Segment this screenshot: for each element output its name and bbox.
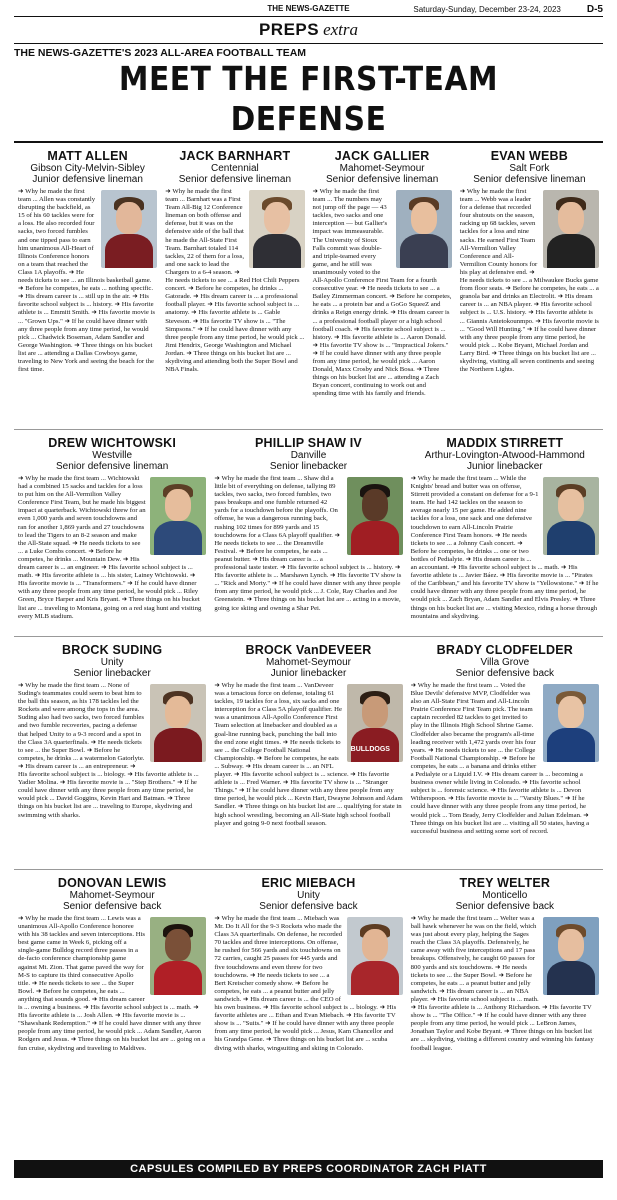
section-name: PREPS [258, 20, 320, 39]
capsule-text: ➜ Why he made the first team ... Shaw did a little bit of everything on defense, tallying 89 tackles, two sacks, two forced fumbles, two pass breakups and one fumble returned 42 yards for a touchdown before the playoffs. On offense, he was a dangerous running back, rushing 102 times for 899 yards and 15 touchdowns for a Class 6A playoff qualifier. ➜ He needs tickets to see ... the Dreamville Festival. ➜ Before he competes, he eats ... peanut butter. ➜ His dream career is ... a professional taste tester. ➜ His favorite school subject is ... history. ➜ His favorite athlete is ... Marshawn Lynch. ➜ His favorite TV show is ... "Rick and Morty." ➜ If he could have dinner with any three people from any time period, he would pick ... J. Cole, Ray Charles and Joe Greenstein. ➜ Three things on his bucket list are ... acting in a movie, going ice skiing and owning a Shar Pei. [214, 475, 402, 612]
player-card [14, 143, 161, 429]
player-name: JACK BARNHART [179, 149, 291, 163]
player-position: Junior linebacker [270, 668, 347, 679]
player-school: Danville [290, 450, 327, 461]
player-school: Unity [297, 890, 320, 901]
player-position: Senior defensive back [455, 668, 555, 679]
player-photo [543, 477, 599, 555]
player-card [456, 143, 603, 429]
player-card [14, 637, 210, 869]
player-name: ERIC MIEBACH [261, 876, 356, 890]
headline: MEET THE FIRST-TEAM DEFENSE [118, 59, 499, 138]
player-name: PHILLIP SHAW IV [255, 436, 362, 450]
jersey-text: BULLDOGS [350, 745, 390, 753]
player-school: Salt Fork [509, 163, 550, 174]
player-name: MATT ALLEN [47, 149, 128, 163]
player-card [407, 430, 603, 636]
player-capsule [214, 682, 402, 828]
player-school: Villa Grove [480, 657, 530, 668]
player-school: Unity [100, 657, 124, 668]
section-suffix: extra [323, 20, 359, 39]
capsule-text: ➜ Why he made the first team ... While the Knights' bread and butter was on offense, Stirrett provided a constant on defense for a 9-1 team. He had 142 tackles on the season to average nearly 15 per game. He added nine tackles for a loss, one sack and one defensive touchdown to earn All-Lincoln Prairie Conference First Team honors. ➜ He needs tickets to see ... a Johnny Cash concert. ➜ Before he competes, he drinks ... one or two bottles of Pedialyte. ➜ His dream career is ... an accountant. ➜ His favorite school subject is ... math. ➜ His favorite athlete is ... Javier Báez. ➜ His favorite movie is ... "Pirates of the Caribbean," and his favorite TV show is "Yellowstone." ➜ If he could have dinner with any three people from any time period, he would pick ... Zach Bryan, Adam Sandler and Elvis Presley. ➜ Three things on his bucket list are ... visiting Mexico, riding a horse through mountains and skydiving. [410, 475, 599, 620]
player-photo [396, 190, 452, 268]
player-name: EVAN WEBB [490, 149, 568, 163]
player-photo [150, 684, 206, 762]
player-name: BRADY CLODFELDER [436, 643, 573, 657]
kicker: THE NEWS-GAZETTE'S 2023 ALL-AREA FOOTBALL TEAM [14, 47, 307, 59]
capsule-text: ➜ Why he made the first team ... Allen was constantly disrupting the backfield, as 15 of his 60 tackles were for a loss. He also recorded four sacks, two forced fumbles and one tipped pass to earn him unanimous All-Heart of Illinois Conference honors on a team that reached the Class 1A playoffs. ➜ He needs tickets to see ... an Illinois basketball game. ➜ Before he competes, he eats ... nothing specific. ➜ His dream career is ... still up in the air. ➜ His favorite school subject is ... history. ➜ His favorite athlete is ... Emmitt Smith. ➜ His favorite movie is ... "Grown Ups." ➜ If he could have dinner with any three people from any time period, he would pick ... Chadwick Boseman, Adam Sandler and George Washington. ➜ Three things on his bucket list are ... attending a Dallas Cowboys game, traveling to New York and seeing the beach for the first time. [18, 188, 155, 374]
player-card [14, 430, 210, 636]
player-capsule [411, 915, 599, 1053]
player-school: Centennial [210, 163, 259, 174]
player-school: Mahomet-Seymour [69, 890, 155, 901]
player-position: Senior linebacker [73, 668, 151, 679]
player-position: Junior defensive lineman [32, 174, 143, 185]
player-capsule [214, 475, 402, 613]
section-flag [14, 17, 603, 43]
page-header [14, 4, 603, 16]
player-card [210, 870, 406, 1102]
player-name: BROCK VanDEVEER [245, 643, 372, 657]
player-name: DONOVAN LEWIS [57, 876, 167, 890]
player-position: Senior defensive back [455, 901, 555, 912]
player-row [14, 429, 603, 636]
player-school: Westville [92, 450, 133, 461]
player-card [14, 870, 210, 1102]
player-capsule [18, 188, 157, 374]
capsule-text: ➜ Why he made the first team ... Miebach was Mr. Do It All for the 9-3 Rockets who made the Class 3A quarterfinals. On defense, he recorded 70 tackles and three interceptions. On offense, he rushed for 566 yards and six touchdowns on 72 carries, caught 25 passes for 445 yards and five touchdowns and even threw for two touchdowns. ➜ He needs tickets to see ... a Bert Kreischer comedy show. ➜ Before he competes, he eats ... a peanut butter and jelly sandwich. ➜ His dream career is ... the CEO of his own business. ➜ His favorite school subject is ... biology. ➜ His favorite athletes are ... Ethan and Evan Miebach. ➜ His favorite TV show is ... "Suits." ➜ If he could have dinner with any three people from any time period, he would pick ... Jesus, Kam Chancellor and his Grandpa Gene. ➜ Three things on his bucket list are ... scuba diving with sharks, wingsuiting and skiing in Colorado. [214, 915, 397, 1052]
player-photo [150, 917, 206, 995]
player-photo [101, 190, 157, 268]
issue-date: Saturday-Sunday, December 23-24, 2023 [413, 5, 561, 14]
player-row [14, 636, 603, 869]
player-position: Senior defensive lineman [178, 174, 292, 185]
player-card [407, 637, 603, 869]
capsule-text: ➜ Why he made the first team ... The numbers may not jump off the page — 43 tackles, two sacks and one interception — but Gallier's impact was immeasurable. The University of Sioux Falls commit was double- and triple-teamed every game, and he still was unanimously voted to the All-Apollo Conference First Team for a fourth consecutive year. ➜ He needs tickets to see ... a Bailey Zimmerman concert. ➜ Before he competes, he eats ... a protein bar and a GoGo SqueeZ and drinks a Reign energy drink. ➜ His dream career is ... a professional football player or a high school football coach. ➜ His favorite school subject is ... history. ➜ His favorite athlete is ... Aaron Donald. ➜ His favorite TV show is ... "Impractical Jokers." ➜ If he could have dinner with any three people from any time period, he would pick ... Aaron Donald, Maxx Crosby and Nick Bosa. ➜ Three things on his bucket list are ... attending a Zach Bryan concert, continuing to work out and spending time with his family and friends. [312, 188, 452, 398]
player-school: Mahomet-Seymour [265, 657, 351, 668]
capsule-text: ➜ Why he made the first team ... Wichtowski had a combined 15 sacks and tackles for a loss to put him on the All-Vermilion Valley Conference First Team, but he made his biggest impact at quarterback. Wichtowski threw for an even 1,000 yards and seven touchdowns and ran for another 1,869 yards and 27 touchdowns to lead the Tigers to an 8-2 season and make the All-State squad. ➜ He needs tickets to see ... a Luke Combs concert. ➜ Before he competes, he drinks ... Mountain Dew. ➜ His dream career is ... an engineer. ➜ His favorite school subject is ... math. ➜ His favorite athlete is ... his sister, Lainey Wichtowski. ➜ His favorite movie is ... "Transformers." ➜ If he could have dinner with any three people from any time period, he would pick ... Riley Green, Bryce Harper and Kris Bryant. ➜ Three things on his bucket list are ... traveling to Montana, going on a red stag hunt and visiting every MLB stadium. [18, 475, 202, 620]
player-name: JACK GALLIER [334, 149, 430, 163]
player-photo [347, 917, 403, 995]
page-number: D-5 [586, 4, 603, 15]
player-position: Senior defensive lineman [56, 461, 169, 472]
player-photo [150, 477, 206, 555]
player-card [161, 143, 308, 429]
player-photo [347, 684, 403, 762]
player-position: Senior linebacker [269, 461, 348, 472]
player-capsule [411, 682, 599, 836]
player-school: Mahomet-Seymour [339, 163, 425, 174]
capsule-text: ➜ Why he made the first team ... Barnhart was a First Team All-Big 12 Conference lineman on both offense and defense, but it was on the defensive side of the ball that he made the All-State First Team. Barnhart totaled 114 tackles, 22 of them for a loss, and one sack to lead the Chargers to a 6-4 season. ➜ He needs tickets to see ... a Red Hot Chili Peppers concert. ➜ Before he competes, he drinks ... Gatorade. ➜ His dream career is ... a professional football player. ➜ His favorite school subject is ... anatomy. ➜ His favorite athlete is ... Gable Steveson. ➜ His favorite TV show is ... "The Simpsons." ➜ If he could have dinner with any three people from any time period, he would pick ... Jimi Hendrix, George Washington and Michael Jordan. ➜ Three things on his bucket list are ... skydiving and attending both the Super Bowl and NBA Finals. [165, 188, 305, 374]
player-card [210, 637, 406, 869]
capsule-text: ➜ Why he made the first team ... Lewis was a unanimous All-Apollo Conference honoree with his 38 tackles and seven interceptions. His best game came in Week 6, picking off a single-game Bulldog record three passes in a de-facto conference championship game against Mt. Zion. That game paved the way for M-S to capture its third consecutive Apollo title. ➜ He needs tickets to see ... the Super Bowl. ➜ Before he competes, he eats ... anything that sounds good. ➜ His dream career is ... owning a business. ➜ His favorite school subject is ... math. ➜ His favorite athlete is ... Josh Allen. ➜ His favorite movie is ... "Shawshank Redemption." ➜ If he could have dinner with any three people from any time period, he would pick ... Adam Sandler, Aaron Rodgers and Jesus. ➜ Three things on his bucket list are ... going on a fun cruise, skydiving and traveling to Maldives. [18, 915, 206, 1052]
player-school: Arthur-Lovington-Atwood-Hammond [424, 450, 585, 461]
capsule-text: ➜ Why he made the first team ... None of Suding's teammates could seem to beat him to the ball this season, as his 178 tackles led the Rockets and were among the tops in the area. Suding also had two sacks, two forced fumbles and two fumble recoveries, pacing a defense that helped Unity to a 9-3 record and a spot in the Class 3A quarterfinals. ➜ He needs tickets to see ... the Super Bowl. ➜ Before he competes, he drinks ... a watermelon Gatorlyte. ➜ His dream career is ... an entrepreneur. ➜ His favorite school subject is ... biology. ➜ His favorite athlete is ... Yadier Molina. ➜ His favorite movie is ... "Step Brothers." ➜ If he could have dinner with any three people from any time period, he would pick ... David Goggins, Kevin Hart and Batman. ➜ Three things on his bucket list are ... traveling to Europe, skydiving and swimming with sharks. [18, 682, 199, 819]
capsule-text: ➜ Why he made the first team ... Webb was a leader for a defense that recorded four shutouts on the season, racking up 68 tackles, seven tackles for a loss and nine sacks. He earned First Team All-Vermilion Valley Conference and All-Vermilion County honors for his play at defensive end. ➜ He needs tickets to see ... a Milwaukee Bucks game from floor seats. ➜ Before he competes, he eats ... a granola bar and drinks an Electrolit. ➜ His dream career is ... an NBA player. ➜ His favorite school subject is ... U.S. history. ➜ His favorite athlete is ... Giannis Antetokounmpo. ➜ His favorite movie is ... "Good Will Hunting." ➜ If he could have dinner with any three people from any time period, he would pick ... Kobe Bryant, Michael Jordan and Larry Bird. ➜ Three things on his bucket list are ... skydiving, visiting all seven continents and seeing the Northern Lights. [459, 188, 599, 374]
player-name: TREY WELTER [459, 876, 551, 890]
credit-banner: CAPSULES COMPILED BY PREPS COORDINATOR ZACH PIATT [14, 1160, 603, 1178]
player-row [14, 869, 603, 1102]
player-position: Senior defensive back [259, 901, 358, 912]
player-position: Junior linebacker [467, 461, 543, 472]
player-position: Senior defensive back [62, 901, 162, 912]
player-photo [249, 190, 305, 268]
player-capsule [214, 915, 402, 1053]
player-position: Senior defensive lineman [473, 174, 586, 185]
capsule-text: ➜ Why he made the first team ... Welter was a ball hawk whenever he was on the field, which was just about every play, helping the Sages reach the Class 3A playoffs. Defensively, he came away with five interceptions and 17 pass breakups. Offensively, he caught 60 passes for 800 yards and six touchdowns. ➜ He needs tickets to see ... the Super Bowl. ➜ Before he competes, he eats ... a peanut butter and jelly sandwich. ➜ His dream career is ... an NBA player. ➜ His favorite school subject is ... math. ➜ His favorite athlete is ... Anthony Richardson. ➜ His favorite TV show is ... "The Office." ➜ If he could have dinner with any three people from any time period, he would pick ... LeBron James, Jonathan Taylor and Kobe Bryant. ➜ Three things on his bucket list are ... skydiving, visiting a different country and winning his fantasy football league. [410, 915, 594, 1052]
player-capsule [18, 682, 206, 820]
player-photo [543, 190, 599, 268]
player-photo [543, 684, 599, 762]
capsule-text: ➜ Why he made the first team ... VanDeveer was a tenacious force on defense, totaling 61 tackles, 19 tackles for a loss, six sacks and one interception for a Class 5A playoff qualifier. He was a unanimous All-Apollo Conference First Team selection at linebacker and doubled as a goal-line running back, punching the ball into the end zone eight times. ➜ He needs tickets to see ... the College Football National Championship. ➜ Before he competes, he eats ... Subway. ➜ His dream career is ... an NFL player. ➜ His favorite school subject is ... science. ➜ His favorite athlete is ... Fred Warner. ➜ His favorite TV show is ... "Stranger Things." ➜ If he could have dinner with any three people from any time period, he would pick ... Kevin Hart, Dwayne Johnson and Adam Sandler. ➜ Three things on his bucket list are ... qualifying for state in high school wrestling, becoming an All-State high school football player and going 9-0 next football season. [214, 682, 403, 827]
player-row [14, 141, 603, 429]
player-capsule [460, 188, 599, 374]
player-card [210, 430, 406, 636]
player-capsule [18, 915, 206, 1053]
player-school: Gibson City-Melvin-Sibley [30, 163, 145, 174]
player-name: BROCK SUDING [62, 643, 163, 657]
player-capsule [313, 188, 452, 398]
player-photo [543, 917, 599, 995]
player-card [309, 143, 456, 429]
player-name: MADDIX STIRRETT [446, 436, 564, 450]
player-photo [347, 477, 403, 555]
player-school: Monticello [482, 890, 528, 901]
capsule-text: ➜ Why he made the first team ... Voted the Blue Devils' defensive MVP, Clodfelder was also an All-State First Team and All-Lincoln Prairie Conference First Team pick. The team captain recorded 82 tackles to get invited to play in the Illinois High School Shrine Game. Clodfelder also became the program's all-time leading receiver with 1,472 yards over his four years. ➜ He needs tickets to see ... the College Football National Championship. ➜ Before he competes, he eats ... a banana and drinks either a Pedialyte or a Liquid I.V. ➜ His dream career is ... becoming a business owner while living in Colorado. ➜ His favorite school subject is ... forensic science. ➜ His favorite athlete is ... Devon Witherspoon. ➜ His favorite movie is ... "Varsity Blues." ➜ If he could have dinner with any three people from any time period, he would pick ... Tom Brady, Jerry Clodfelder and Julian Edelman. ➜ Three things on his bucket list are ... visiting all 50 states, having a successful business and setting some sort of record. [410, 682, 590, 835]
player-card [407, 870, 603, 1102]
player-position: Senior defensive lineman [325, 174, 439, 185]
player-name: DREW WICHTOWSKI [48, 436, 177, 450]
player-capsule [165, 188, 304, 374]
publication-name: THE NEWS-GAZETTE [267, 4, 350, 13]
player-capsule [411, 475, 599, 621]
player-capsule [18, 475, 206, 621]
